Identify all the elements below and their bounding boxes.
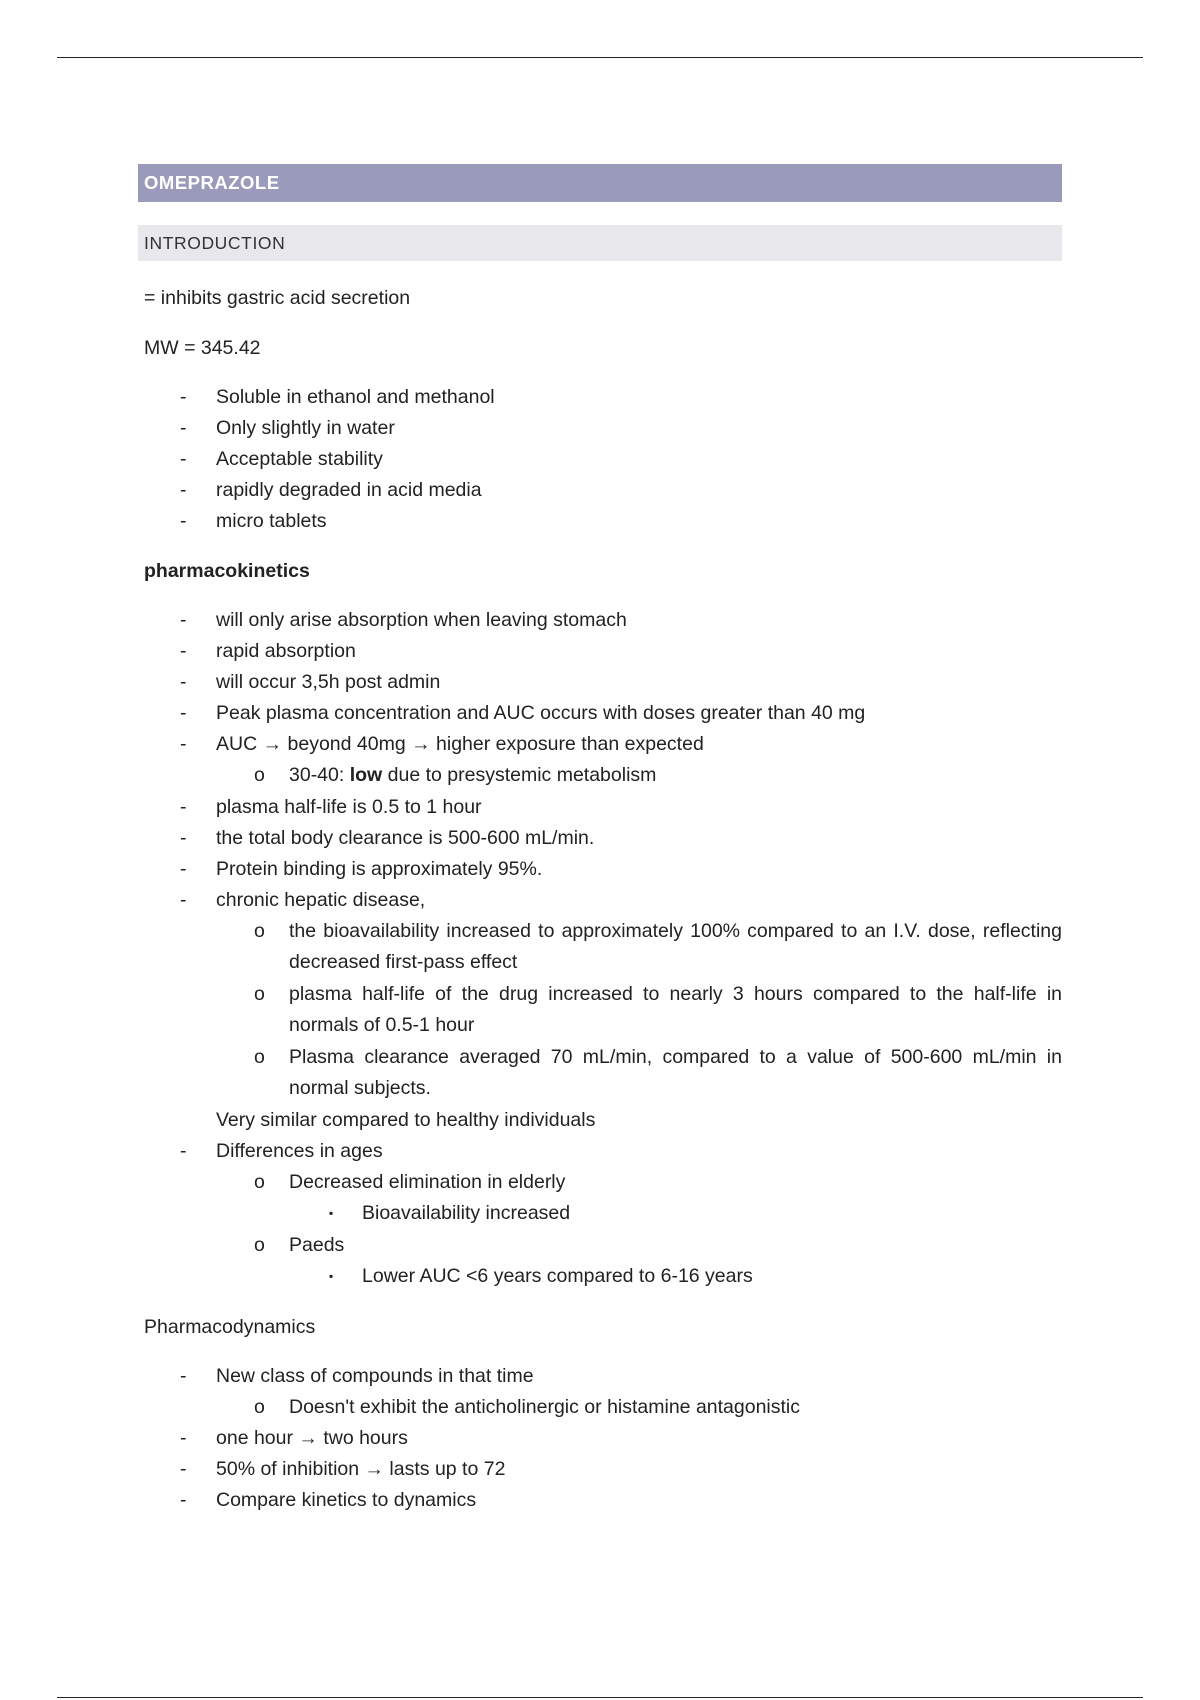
dash-bullet: - <box>180 479 187 501</box>
intro-molecular-weight: MW = 345.42 <box>144 337 261 359</box>
circle-bullet: o <box>254 919 265 942</box>
header-rule <box>57 57 1143 58</box>
dash-bullet: - <box>180 417 187 439</box>
document-body <box>138 164 1062 1516</box>
list-item: - will occur 3,5h post admin <box>138 667 1062 698</box>
list-item: - Peak plasma concentration and AUC occurs with doses greater than 40 mg <box>138 698 1062 729</box>
list-item: - rapid absorption <box>138 636 1062 667</box>
list-item: - micro tablets <box>138 506 1062 537</box>
list-item: - Compare kinetics to dynamics <box>138 1485 1062 1516</box>
subheading-pharmacokinetics: pharmacokinetics <box>144 560 310 582</box>
list-item: - will only arise absorption when leaving stomach <box>138 605 1062 636</box>
footer-rule <box>57 1697 1143 1698</box>
sub-list <box>138 1167 1062 1293</box>
circle-bullet: o <box>254 982 265 1005</box>
sub-list <box>138 1392 1062 1424</box>
list-item: - 50% of inhibition → lasts up to 72 <box>138 1454 1062 1485</box>
dash-bullet: - <box>180 1458 187 1480</box>
sub-list-item: o Doesn't exhibit the anticholinergic or histamine antagonistic <box>216 1392 1062 1424</box>
list-item: - rapidly degraded in acid media <box>138 475 1062 506</box>
circle-bullet: o <box>254 1395 265 1418</box>
sub-list-item: o Decreased elimination in elderly ▪ Bioavailability increased <box>216 1167 1062 1230</box>
dash-bullet: - <box>180 510 187 532</box>
sub-list <box>138 760 1062 792</box>
dash-bullet: - <box>180 1364 187 1387</box>
list-item: - one hour → two hours <box>138 1423 1062 1454</box>
sub-list-item: o plasma half-life of the drug increased to nearly 3 hours compared to the half-life in normals of 0.5-1 hour <box>216 979 1062 1042</box>
list-item: - plasma half-life is 0.5 to 1 hour <box>138 792 1062 823</box>
list-item-continuation: Very similar compared to healthy individuals <box>216 1108 596 1131</box>
dash-bullet: - <box>180 609 187 631</box>
dash-bullet: - <box>180 888 187 911</box>
square-bullet: ▪ <box>329 1269 334 1283</box>
list-item: - Only slightly in water <box>138 413 1062 444</box>
sub-list-item: o Plasma clearance averaged 70 mL/min, compared to a value of 500-600 mL/min in normal subjects. <box>216 1042 1062 1105</box>
list-item: - Protein binding is approximately 95%. <box>138 854 1062 885</box>
sub-list-item: o 30-40: low due to presystemic metabolism <box>216 760 1062 792</box>
pharmacokinetics-list <box>138 605 1062 1293</box>
list-item: - Differences in ages o Decreased elimination in elderly ▪ Bioavailability increased o Paeds ▪ Lower AUC <6 years compared to 6-16 years <box>138 1136 1062 1293</box>
sub-sub-list-item: ▪ Lower AUC <6 years compared to 6-16 years <box>289 1261 1062 1293</box>
subheading-pharmacodynamics: Pharmacodynamics <box>144 1315 316 1338</box>
section-heading-introduction: INTRODUCTION <box>138 225 1062 261</box>
list-item: - Soluble in ethanol and methanol <box>138 382 1062 413</box>
sub-list <box>138 916 1062 1105</box>
sub-sub-list-item: ▪ Bioavailability increased <box>289 1198 1062 1230</box>
dash-bullet: - <box>180 640 187 662</box>
circle-bullet: o <box>254 1045 265 1068</box>
list-item: - AUC → beyond 40mg → higher exposure than expected o 30-40: low due to presystemic metabolism <box>138 729 1062 792</box>
dash-bullet: - <box>180 1139 187 1162</box>
intro-bullet-list <box>138 382 1062 537</box>
circle-bullet: o <box>254 1170 265 1193</box>
pharmacodynamics-list <box>138 1361 1062 1517</box>
sub-list-item: o Paeds ▪ Lower AUC <6 years compared to 6-16 years <box>216 1230 1062 1293</box>
document-title: OMEPRAZOLE <box>138 164 1062 202</box>
list-item: - New class of compounds in that time o Doesn't exhibit the anticholinergic or histamine antagonistic <box>138 1361 1062 1424</box>
dash-bullet: - <box>180 671 187 693</box>
circle-bullet: o <box>254 1233 265 1256</box>
list-item: - the total body clearance is 500-600 mL/min. <box>138 823 1062 854</box>
dash-bullet: - <box>180 795 187 818</box>
dash-bullet: - <box>180 826 187 849</box>
dash-bullet: - <box>180 1427 187 1449</box>
dash-bullet: - <box>180 702 187 724</box>
dash-bullet: - <box>180 733 187 755</box>
intro-definition: = inhibits gastric acid secretion <box>144 287 411 309</box>
dash-bullet: - <box>180 386 187 408</box>
sub-sub-list <box>216 1198 1062 1230</box>
circle-bullet: o <box>254 764 265 786</box>
list-item: - chronic hepatic disease, o the bioavailability increased to approximately 100% compared to an I.V. dose, reflecting decreased first-pass effect o plasma half-life of the drug increased to nearly 3 hours compared to the half-life in normals of 0.5-1 hour o Plasma clearance averaged 70 mL/min, compared to a value of 500-600 mL/min in normal subjects. <box>138 885 1062 1105</box>
dash-bullet: - <box>180 448 187 470</box>
sub-list-item: o the bioavailability increased to approximately 100% compared to an I.V. dose, reflecting decreased first-pass effect <box>216 916 1062 979</box>
dash-bullet: - <box>180 857 187 880</box>
list-item: - Acceptable stability <box>138 444 1062 475</box>
sub-sub-list <box>216 1261 1062 1293</box>
dash-bullet: - <box>180 1489 187 1511</box>
square-bullet: ▪ <box>329 1206 334 1220</box>
